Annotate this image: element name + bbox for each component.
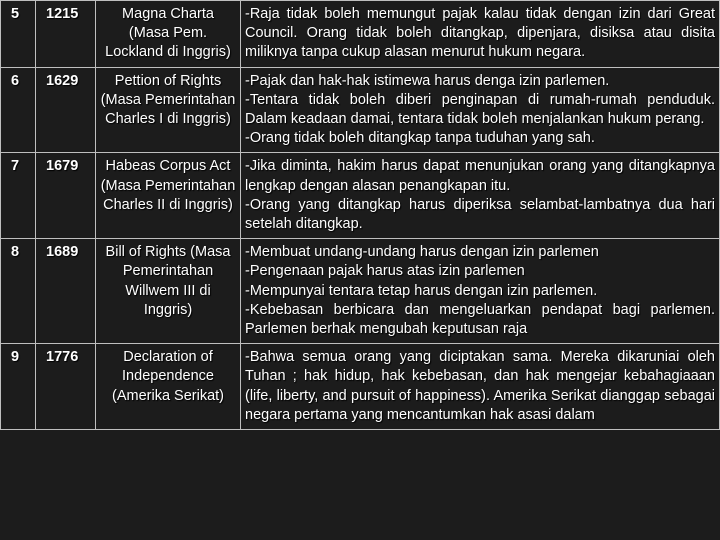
table-row [1,67,720,153]
description-point: -Tentara tidak boleh diberi penginapan di rumah-rumah penduduk. Dalam keadaan damai, tentara tidak boleh menjalankan hukum perang. [245,91,715,128]
table-row [1,344,720,430]
row-event: Pettion of Rights (Masa Pemerintahan Charles I di Inggris) [96,67,241,153]
description-point: -Raja tidak boleh memungut pajak kalau tidak dengan izin dari Great Council. Orang tidak boleh ditangkap, dipenjara, disiksa atau disita miliknya tanpa cukup alasan menurut hukum negara. [245,6,715,61]
row-event: Habeas Corpus Act (Masa Pemerintahan Charles II di Inggris) [96,153,241,239]
row-year: 1629 [36,67,96,153]
row-year: 1215 [36,1,96,68]
description-point: -Bahwa semua orang yang diciptakan sama. Mereka dikaruniai oleh Tuhan ; hak hidup, hak kebebasan, dan hak mengejar kebahagiaaan (life, liberty, and pursuit of happiness). Amerika Serikat dianggap sebagai negara pertama yang mencantumkan hak asasi dalam [245,349,715,423]
description-point: -Pajak dan hak-hak istimewa harus denga izin parlemen. [245,72,610,89]
description-point: -Orang yang ditangkap harus diperiksa selambat-lambatnya dua hari setelah ditangkap. [245,196,715,233]
row-number: 6 [1,67,36,153]
description-point: -Jika diminta, hakim harus dapat menunjukan orang yang ditangkapnya lengkap dengan alasan penangkapan itu. [245,158,715,194]
description-point: -Membuat undang-undang harus dengan izin parlemen [245,244,599,261]
description-point: -Pengenaan pajak harus atas izin parlemen [245,263,525,280]
table-row [1,1,720,68]
table-row [1,153,720,239]
row-number: 5 [1,1,36,68]
row-event: Declaration of Independence (Amerika Serikat) [96,344,241,430]
row-year: 1679 [36,153,96,239]
row-description [241,239,720,344]
description-point: -Kebebasan berbicara dan mengeluarkan pendapat bagi parlemen. Parlemen berhak mengubah keputusan raja [245,301,715,338]
description-point: -Mempunyai tentara tetap harus dengan izin parlemen. [245,282,598,299]
row-description [241,344,720,430]
row-event: Magna Charta (Masa Pem. Lockland di Inggris) [96,1,241,68]
row-event: Bill of Rights (Masa Pemerintahan Willwem III di Inggris) [96,239,241,344]
row-description [241,153,720,239]
row-number: 7 [1,153,36,239]
row-year: 1776 [36,344,96,430]
row-description [241,1,720,68]
row-description [241,67,720,153]
row-number: 9 [1,344,36,430]
table-row [1,239,720,344]
description-point: -Orang tidak boleh ditangkap tanpa tuduhan yang sah. [245,130,595,147]
row-year: 1689 [36,239,96,344]
row-number: 8 [1,239,36,344]
